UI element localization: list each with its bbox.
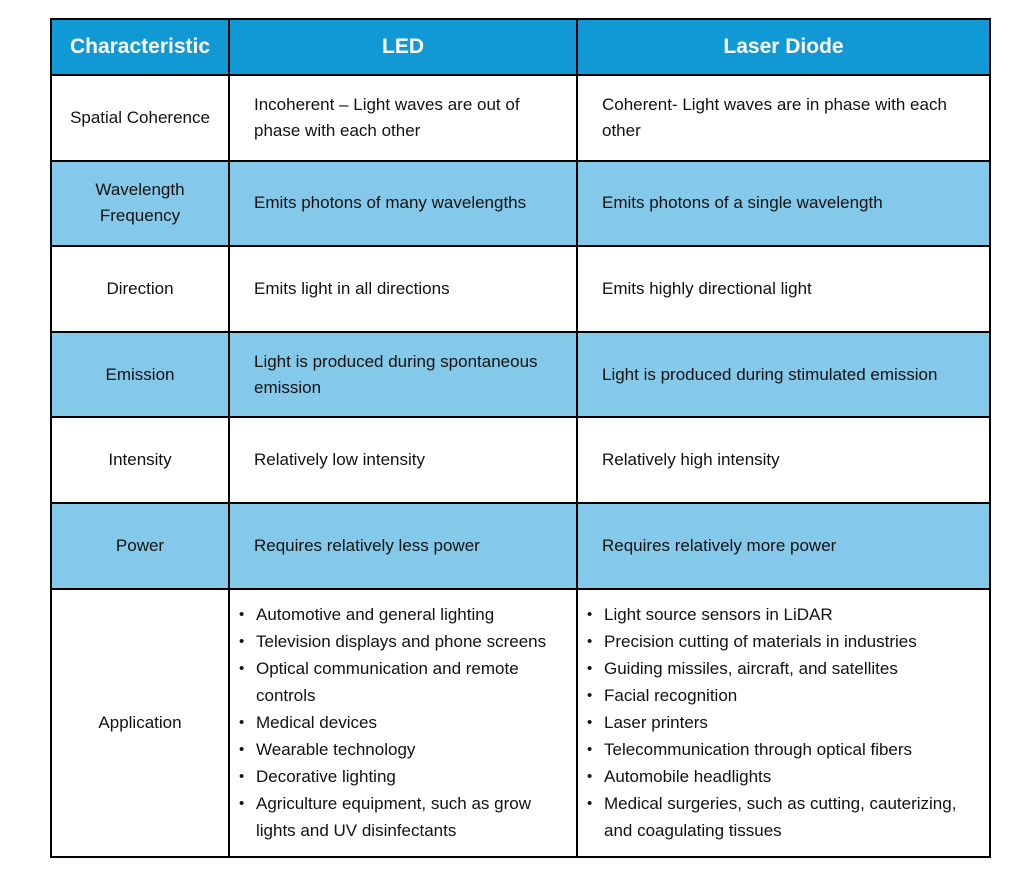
application-row: [51, 589, 990, 857]
list-item: • Medical surgeries, such as cutting, cauterizing, and coagulating tissues: [604, 790, 979, 844]
list-item: • Automobile headlights: [604, 763, 979, 790]
bullet-icon: •: [239, 741, 245, 759]
list-item: • Facial recognition: [604, 682, 979, 709]
led-cell: Incoherent – Light waves are out of phase with each other: [229, 75, 577, 161]
led-application-cell: [229, 589, 577, 857]
list-item: • Decorative lighting: [256, 763, 566, 790]
header-characteristic: Characteristic: [51, 19, 229, 75]
led-cell: Light is produced during spontaneous emission: [229, 332, 577, 418]
laser-cell: Emits photons of a single wavelength: [577, 161, 990, 247]
led-cell: Emits light in all directions: [229, 246, 577, 332]
laser-cell: Relatively high intensity: [577, 417, 990, 503]
laser-cell: Emits highly directional light: [577, 246, 990, 332]
list-item: • Telecommunication through optical fibers: [604, 736, 979, 763]
led-application-list: [230, 601, 576, 844]
laser-application-cell: [577, 589, 990, 857]
list-item: • Optical communication and remote controls: [256, 655, 566, 709]
bullet-icon: •: [587, 687, 593, 705]
list-item: • Laser printers: [604, 709, 979, 736]
bullet-icon: •: [587, 714, 593, 732]
led-cell: Requires relatively less power: [229, 503, 577, 589]
list-item: • Automotive and general lighting: [256, 601, 566, 628]
list-item: • Medical devices: [256, 709, 566, 736]
bullet-icon: •: [239, 768, 245, 786]
list-item: • Wearable technology: [256, 736, 566, 763]
list-item: • Guiding missiles, aircraft, and satellites: [604, 655, 979, 682]
table-row: [51, 161, 990, 247]
row-label-wavelength-frequency: Wavelength Frequency: [51, 161, 229, 247]
bullet-icon: •: [587, 741, 593, 759]
header-led: LED: [229, 19, 577, 75]
row-label-emission: Emission: [51, 332, 229, 418]
bullet-icon: •: [587, 795, 593, 813]
bullet-icon: •: [587, 606, 593, 624]
bullet-icon: •: [587, 633, 593, 651]
comparison-table: [50, 18, 991, 858]
list-item: • Precision cutting of materials in industries: [604, 628, 979, 655]
led-cell: Emits photons of many wavelengths: [229, 161, 577, 247]
table-row: [51, 75, 990, 161]
row-label-intensity: Intensity: [51, 417, 229, 503]
laser-cell: Coherent- Light waves are in phase with each other: [577, 75, 990, 161]
bullet-icon: •: [239, 714, 245, 732]
list-item: • Television displays and phone screens: [256, 628, 566, 655]
bullet-icon: •: [239, 633, 245, 651]
laser-cell: Requires relatively more power: [577, 503, 990, 589]
bullet-icon: •: [587, 768, 593, 786]
row-label-power: Power: [51, 503, 229, 589]
list-item: • Light source sensors in LiDAR: [604, 601, 979, 628]
header-row: [51, 19, 990, 75]
laser-application-list: [578, 601, 989, 844]
row-label-application: Application: [51, 589, 229, 857]
header-laser-diode: Laser Diode: [577, 19, 990, 75]
row-label-direction: Direction: [51, 246, 229, 332]
table-row: [51, 417, 990, 503]
table-row: [51, 503, 990, 589]
table-row: [51, 332, 990, 418]
bullet-icon: •: [239, 795, 245, 813]
led-cell: Relatively low intensity: [229, 417, 577, 503]
bullet-icon: •: [239, 606, 245, 624]
bullet-icon: •: [587, 660, 593, 678]
table-row: [51, 246, 990, 332]
row-label-spatial-coherence: Spatial Coherence: [51, 75, 229, 161]
bullet-icon: •: [239, 660, 245, 678]
list-item: • Agriculture equipment, such as grow lights and UV disinfectants: [256, 790, 566, 844]
laser-cell: Light is produced during stimulated emission: [577, 332, 990, 418]
